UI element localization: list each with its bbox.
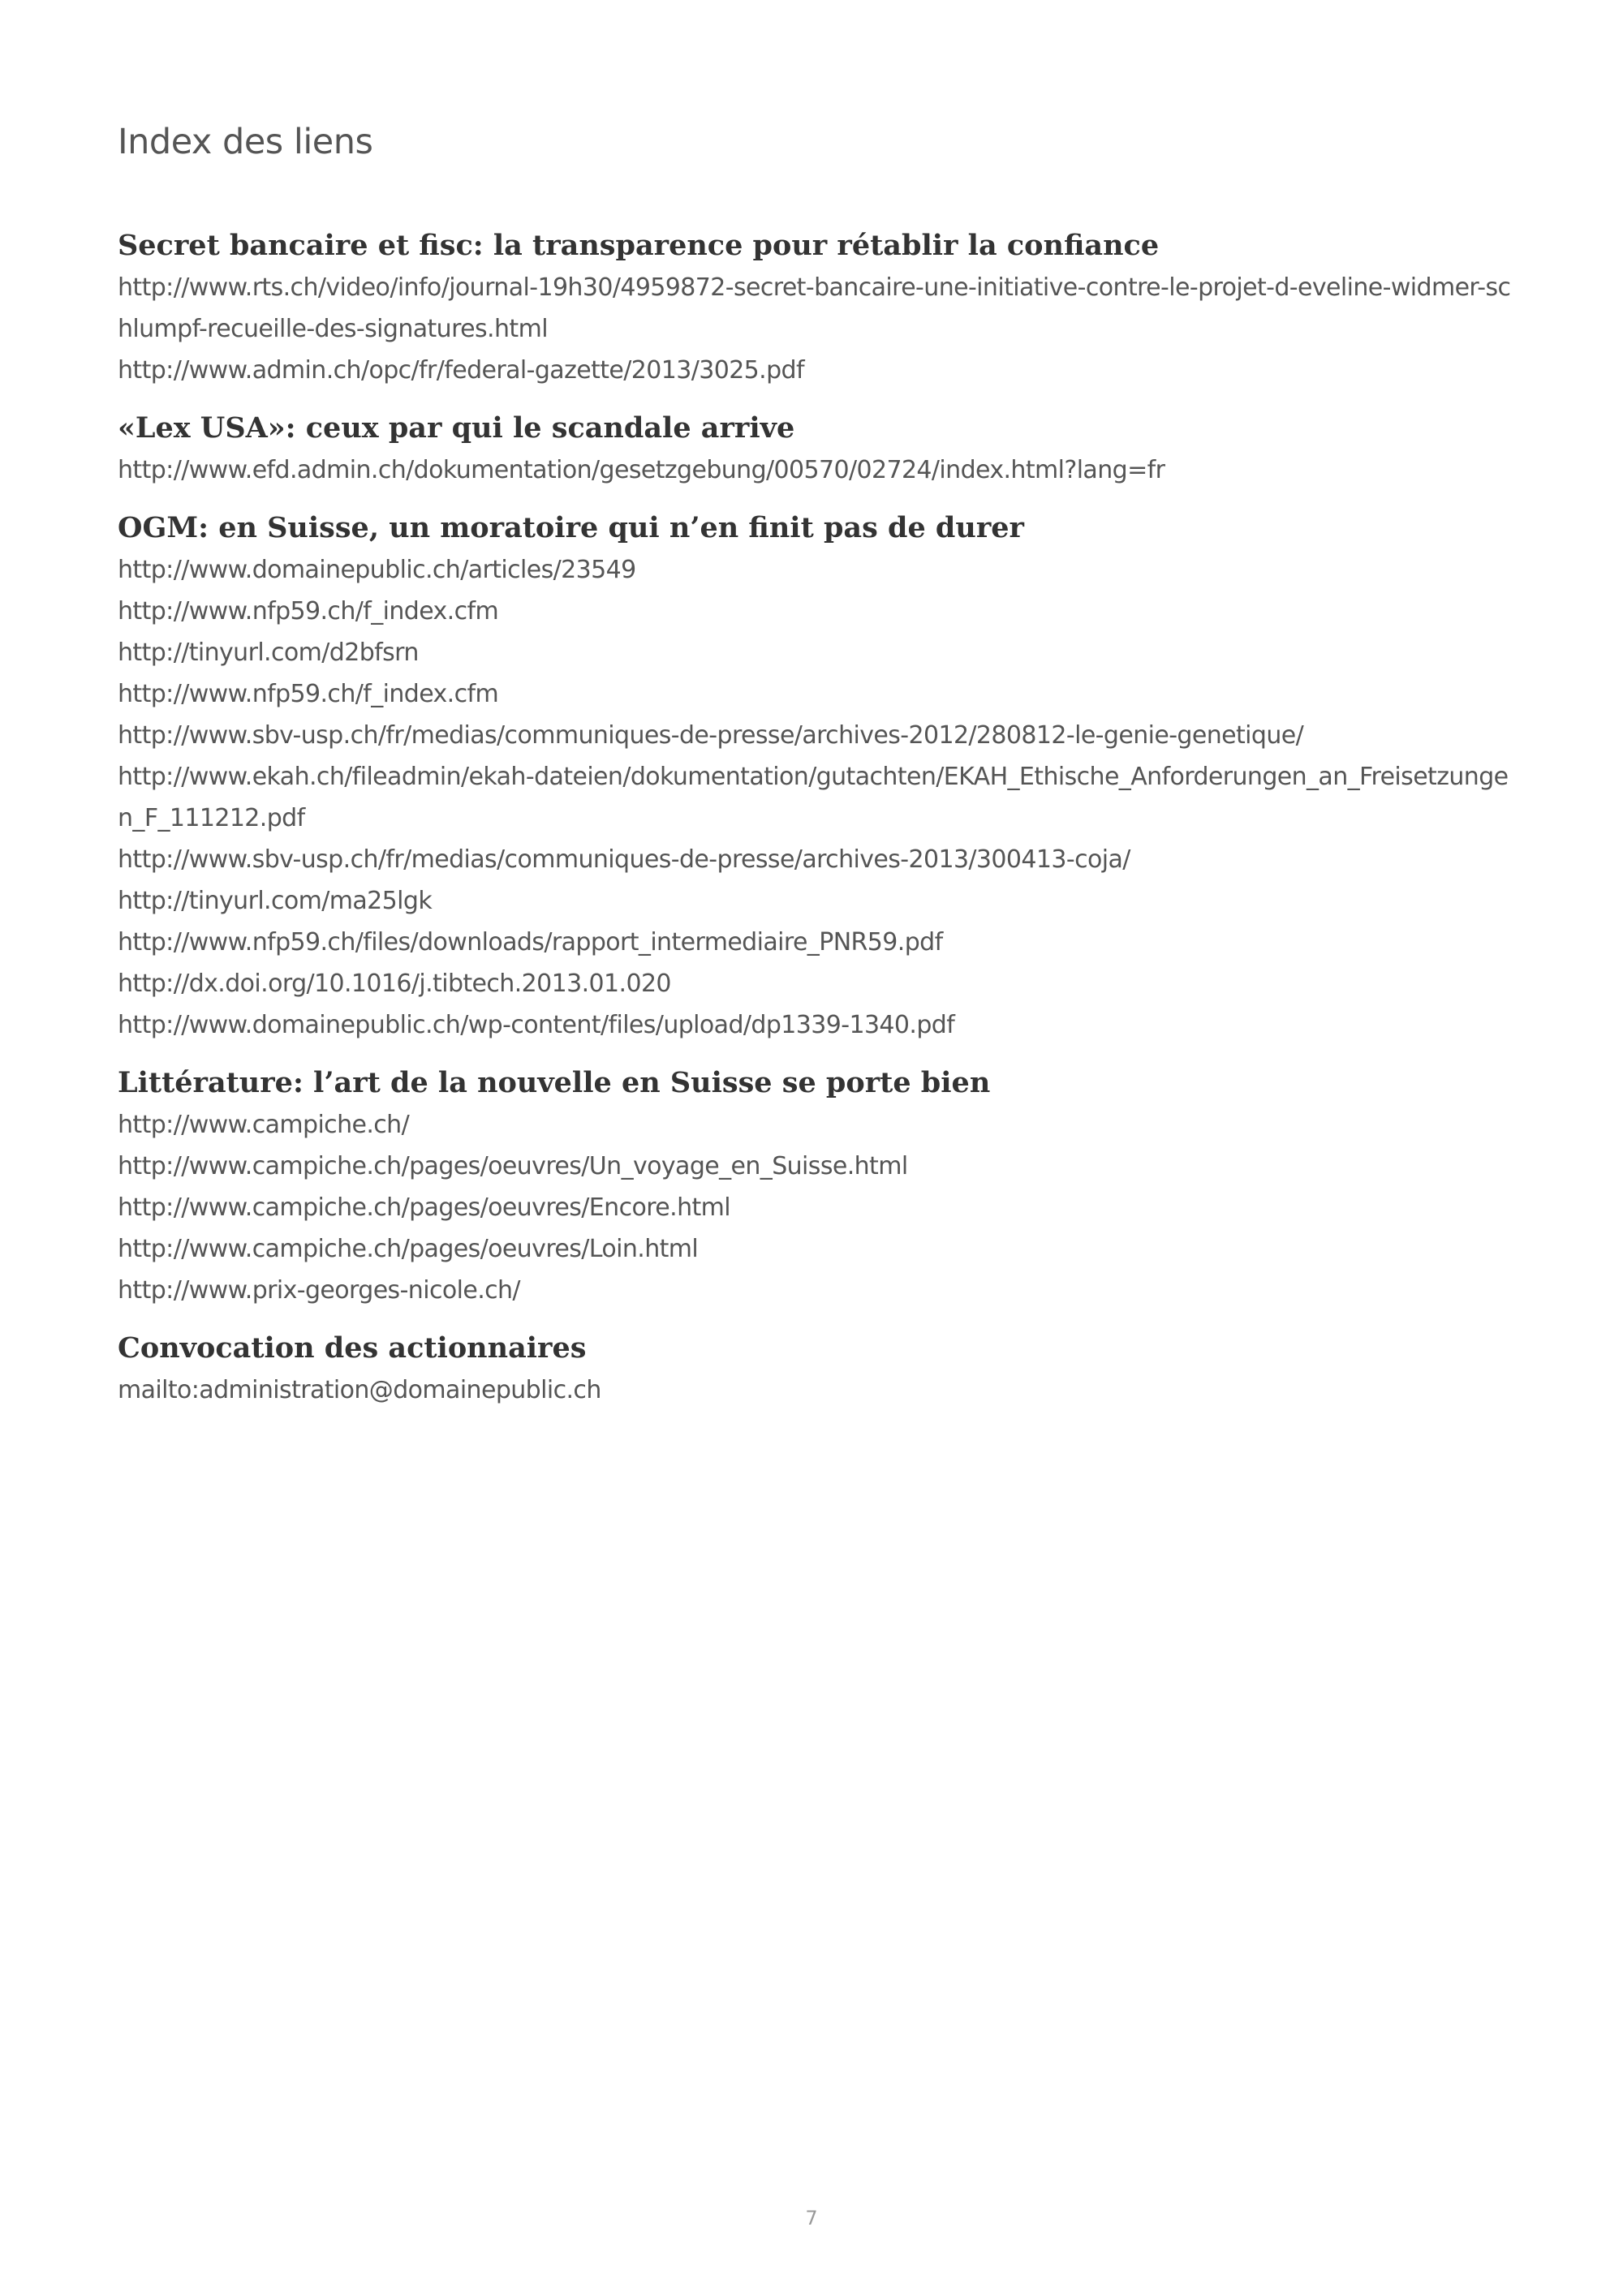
link-item[interactable]: http://www.campiche.ch/pages/oeuvres/Un_voyage_en_Suisse.html [118, 1151, 908, 1180]
section-heading: Secret bancaire et fisc: la transparence pour rétablir la confiance [118, 228, 1160, 262]
link-item[interactable]: http://www.prix-georges-nicole.ch/ [118, 1275, 520, 1305]
link-section [118, 225, 1522, 391]
link-list [118, 267, 1522, 391]
link-section [118, 1062, 1522, 1311]
link-item[interactable]: http://www.campiche.ch/ [118, 1110, 410, 1139]
link-item[interactable]: http://www.nfp59.ch/files/downloads/rapport_intermediaire_PNR59.pdf [118, 927, 943, 957]
link-section [118, 507, 1522, 1046]
section-heading: OGM: en Suisse, un moratoire qui n’en finit pas de durer [118, 510, 1024, 544]
section-heading: Littérature: l’art de la nouvelle en Suisse se porte bien [118, 1065, 991, 1099]
link-section [118, 1327, 1522, 1411]
section-heading: «Lex USA»: ceux par qui le scandale arrive [118, 411, 795, 445]
link-list [118, 1104, 1522, 1311]
page-number: 7 [805, 2207, 818, 2229]
page-title: Index des liens [118, 122, 373, 162]
link-item[interactable]: http://www.rts.ch/video/info/journal-19h30/4959872-secret-bancaire-une-initiative-contre-le-projet-d-eveline-widmer-schlumpf-recueille-des-signatures.html [118, 273, 1511, 343]
page-content [118, 122, 1522, 1427]
link-item[interactable]: mailto:administration@domainepublic.ch [118, 1375, 601, 1404]
link-item[interactable]: http://www.domainepublic.ch/wp-content/files/upload/dp1339-1340.pdf [118, 1010, 955, 1039]
link-item[interactable]: http://www.campiche.ch/pages/oeuvres/Encore.html [118, 1193, 731, 1222]
link-item[interactable]: http://www.nfp59.ch/f_index.cfm [118, 679, 499, 708]
link-list [118, 449, 1522, 491]
link-item[interactable]: http://www.campiche.ch/pages/oeuvres/Loin.html [118, 1234, 699, 1263]
link-item[interactable]: http://www.sbv-usp.ch/fr/medias/communiques-de-presse/archives-2013/300413-coja/ [118, 845, 1130, 874]
link-item[interactable]: http://www.efd.admin.ch/dokumentation/gesetzgebung/00570/02724/index.html?lang=fr [118, 455, 1165, 484]
section-heading: Convocation des actionnaires [118, 1331, 587, 1365]
link-index [118, 225, 1522, 1411]
link-item[interactable]: http://dx.doi.org/10.1016/j.tibtech.2013.01.020 [118, 969, 671, 998]
link-item[interactable]: http://www.sbv-usp.ch/fr/medias/communiques-de-presse/archives-2012/280812-le-genie-genetique/ [118, 720, 1304, 750]
link-item[interactable]: http://tinyurl.com/d2bfsrn [118, 638, 419, 667]
link-section [118, 407, 1522, 491]
link-item[interactable]: http://www.admin.ch/opc/fr/federal-gazette/2013/3025.pdf [118, 355, 804, 385]
link-item[interactable]: http://www.ekah.ch/fileadmin/ekah-dateien/dokumentation/gutachten/EKAH_Ethische_Anforderungen_an_Freisetzungen_F_111212.pdf [118, 762, 1509, 832]
link-item[interactable]: http://www.nfp59.ch/f_index.cfm [118, 596, 499, 626]
link-list [118, 1369, 1522, 1411]
link-item[interactable]: http://tinyurl.com/ma25lgk [118, 886, 433, 915]
link-item[interactable]: http://www.domainepublic.ch/articles/23549 [118, 555, 636, 584]
link-list [118, 549, 1522, 1046]
